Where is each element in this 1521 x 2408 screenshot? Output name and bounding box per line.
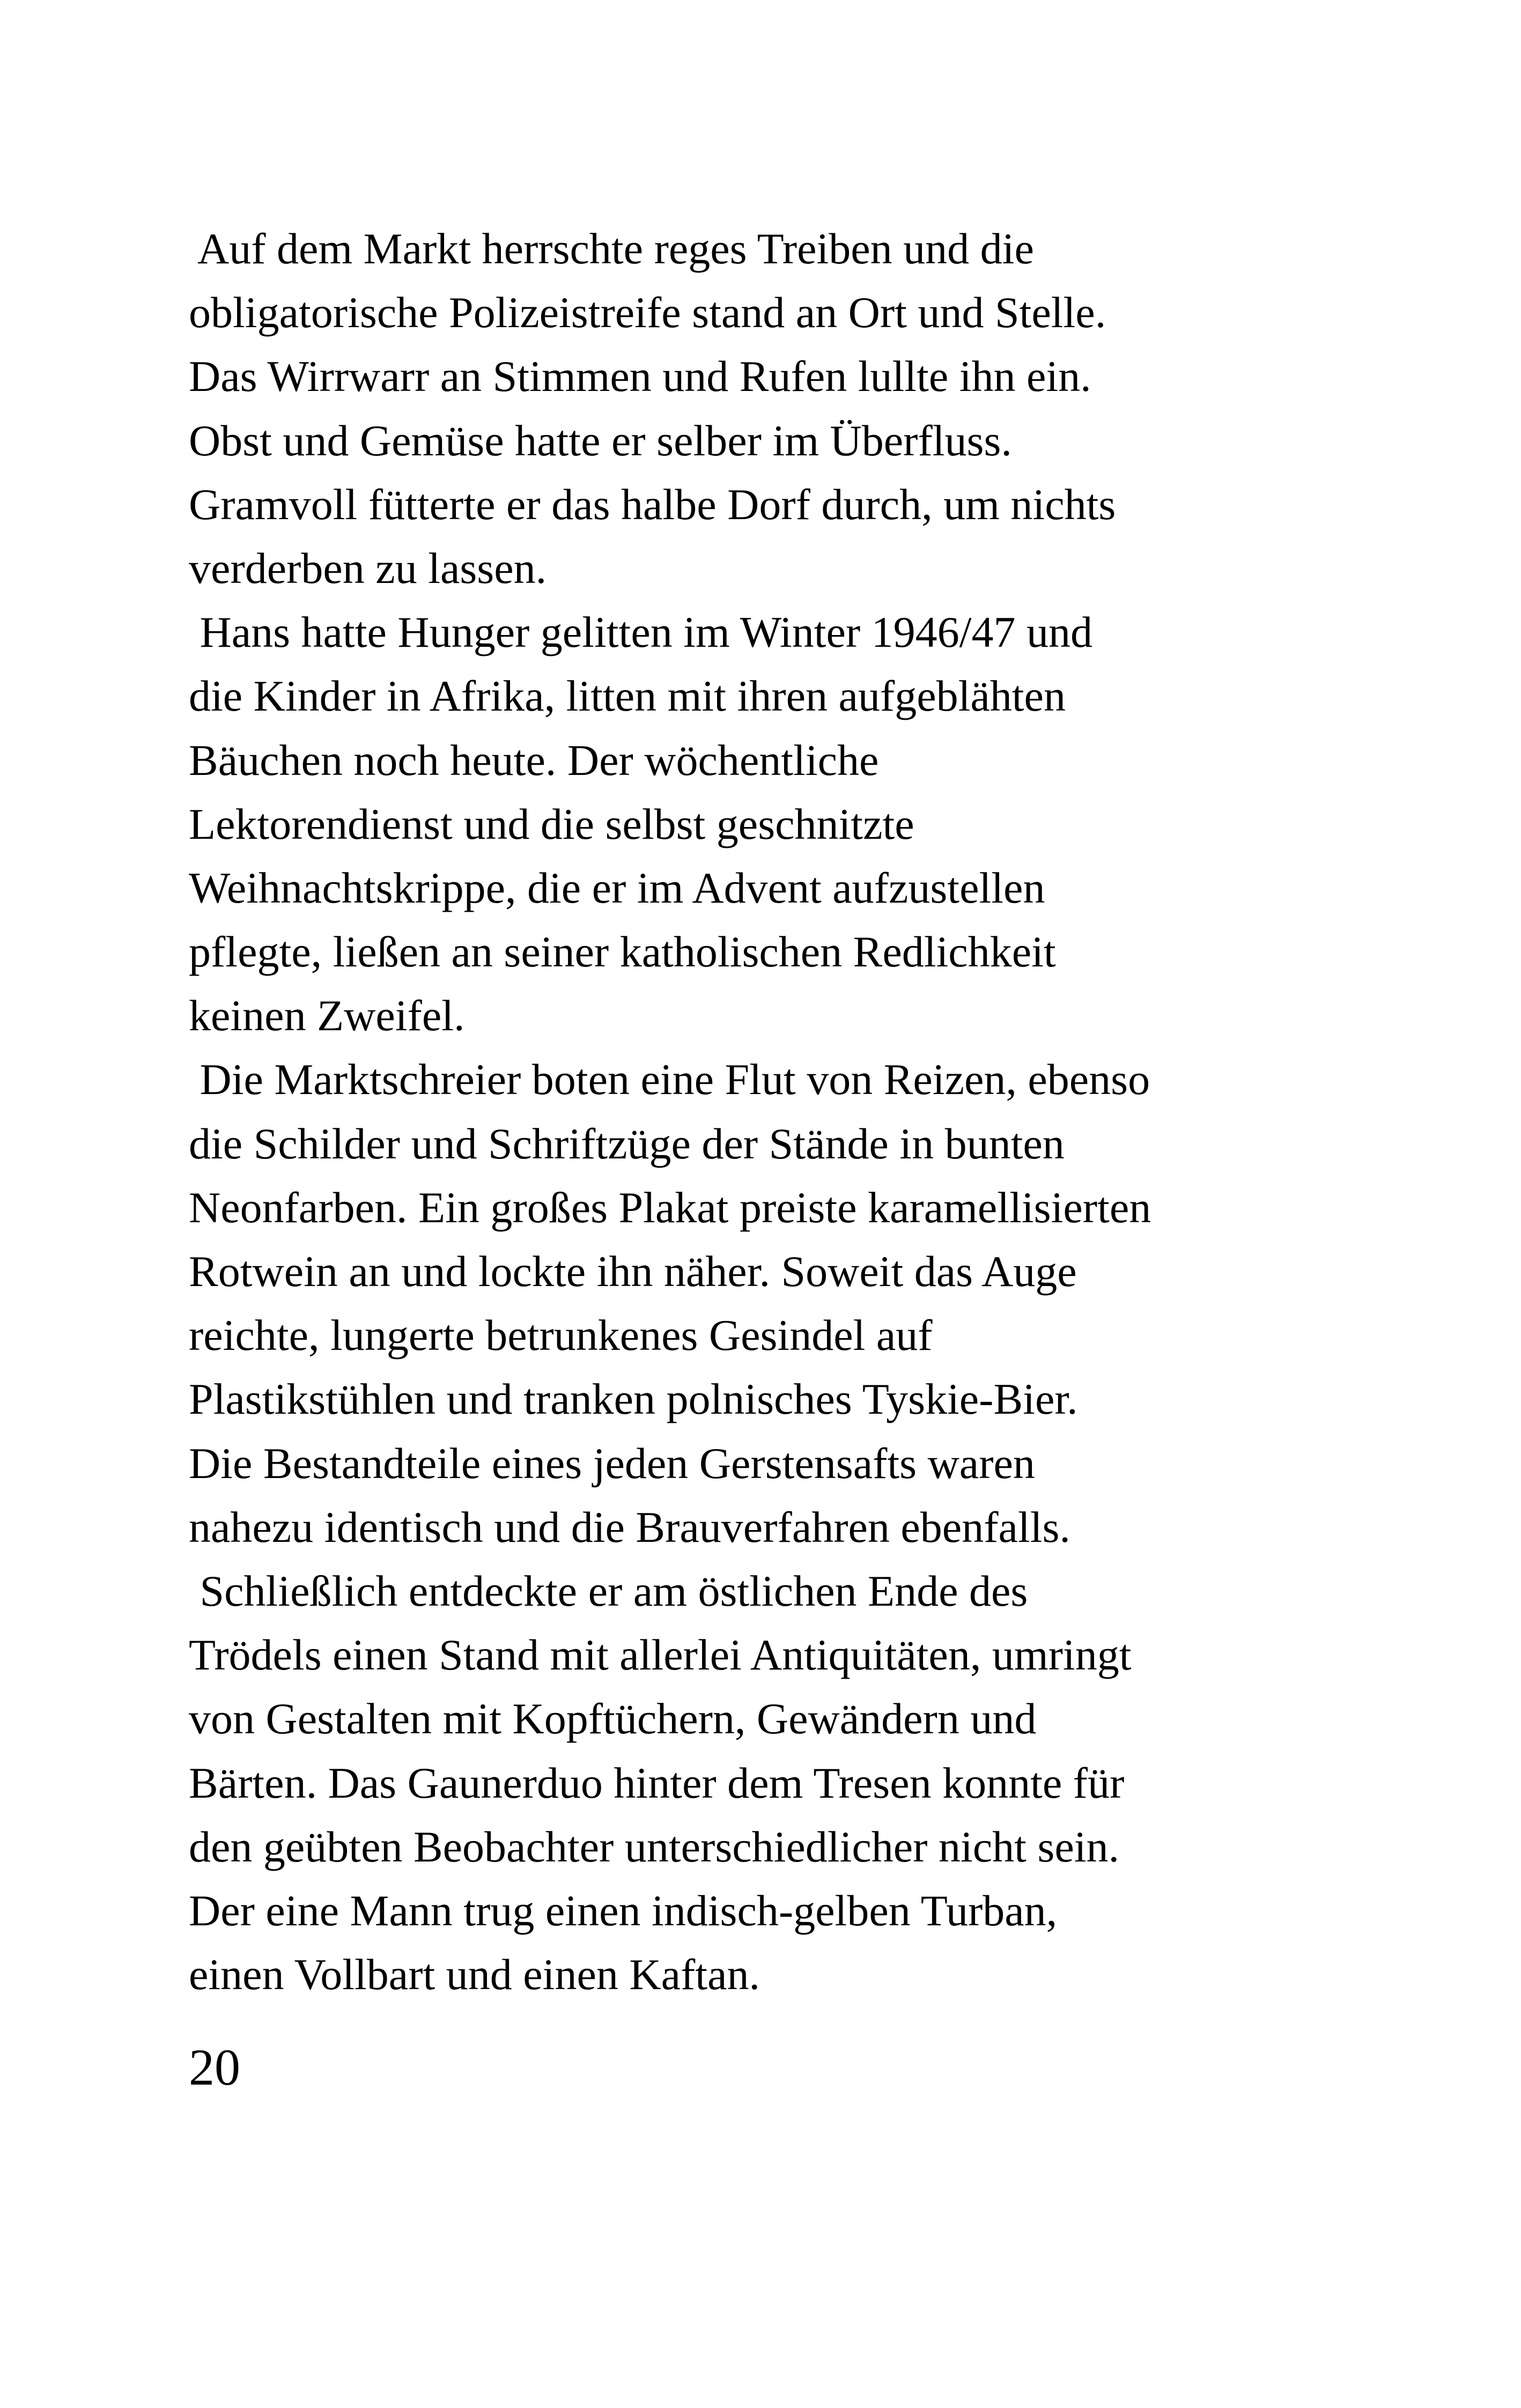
text-line: Hans hatte Hunger gelitten im Winter 1946/47 und: [189, 608, 1092, 657]
page-number: 20: [189, 2038, 240, 2096]
body-text: [189, 217, 1315, 2006]
text-line: Lektorendienst und die selbst geschnitzte: [189, 799, 914, 848]
text-line: Schließlich entdeckte er am östlichen Ende des: [189, 1566, 1028, 1615]
text-line: die Kinder in Afrika, litten mit ihren aufgeblähten: [189, 671, 1066, 721]
text-line: von Gestalten mit Kopftüchern, Gewändern und: [189, 1694, 1037, 1744]
text-line: die Schilder und Schriftzüge der Stände in bunten: [189, 1119, 1065, 1168]
text-line: Weihnachtskrippe, die er im Advent aufzustellen: [189, 863, 1045, 912]
text-line: Bärten. Das Gaunerduo hinter dem Tresen konnte für: [189, 1758, 1125, 1807]
text-line: Auf dem Markt herrschte reges Treiben und die: [189, 224, 1034, 273]
text-line: pflegte, ließen an seiner katholischen Redlichkeit: [189, 927, 1056, 977]
text-line: einen Vollbart und einen Kaftan.: [189, 1950, 760, 1999]
text-line: reichte, lungerte betrunkenes Gesindel auf: [189, 1311, 933, 1360]
text-line: Neonfarben. Ein großes Plakat preiste karamellisierten: [189, 1183, 1151, 1232]
text-line: Das Wirrwarr an Stimmen und Rufen lullte ihn ein.: [189, 352, 1091, 401]
text-line: Rotwein an und lockte ihn näher. Soweit das Auge: [189, 1247, 1077, 1296]
text-line: nahezu identisch und die Brauverfahren ebenfalls.: [189, 1502, 1070, 1552]
text-line: keinen Zweifel.: [189, 991, 465, 1040]
text-line: Plastikstühlen und tranken polnisches Tyskie-Bier.: [189, 1375, 1078, 1424]
text-line: Obst und Gemüse hatte er selber im Überfluss.: [189, 416, 1012, 465]
text-line: Gramvoll fütterte er das halbe Dorf durch, um nichts: [189, 479, 1116, 529]
text-line: verderben zu lassen.: [189, 543, 547, 593]
text-line: Der eine Mann trug einen indisch-gelben Turban,: [189, 1886, 1058, 1935]
text-line: obligatorische Polizeistreife stand an Ort und Stelle.: [189, 288, 1106, 337]
text-line: den geübten Beobachter unterschiedlicher nicht sein.: [189, 1822, 1120, 1871]
text-line: Die Bestandteile eines jeden Gerstensafts waren: [189, 1438, 1035, 1488]
text-line: Die Marktschreier boten eine Flut von Reizen, ebenso: [189, 1055, 1150, 1104]
text-line: Trödels einen Stand mit allerlei Antiquitäten, umringt: [189, 1630, 1132, 1680]
text-line: Bäuchen noch heute. Der wöchentliche: [189, 735, 879, 785]
